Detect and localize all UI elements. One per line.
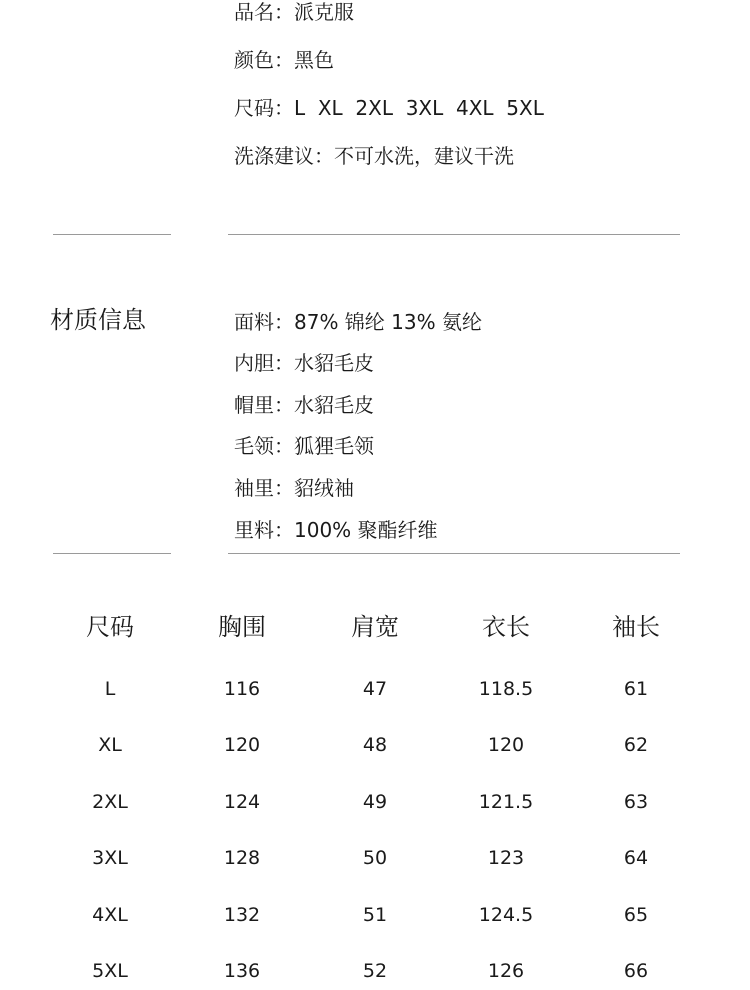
table-cell: 136 [223, 960, 261, 982]
table-cell: 128 [223, 847, 261, 869]
material-item: 袖里：貂绒袖 [234, 476, 354, 500]
table-cell: 65 [623, 904, 649, 926]
table-cell: 47 [362, 678, 388, 700]
table-cell: 2XL [92, 791, 128, 813]
table-cell: XL [98, 734, 122, 756]
material-section-title: 材质信息 [50, 306, 146, 334]
table-cell: 120 [223, 734, 261, 756]
info-line-sizes: 尺码：L XL 2XL 3XL 4XL 5XL [234, 96, 544, 120]
divider-right-top [228, 234, 680, 235]
table-cell: 4XL [92, 904, 128, 926]
info-line-color: 颜色：黑色 [234, 48, 334, 72]
table-cell: 63 [623, 791, 649, 813]
material-item: 面料：87% 锦纶 13% 氨纶 [234, 310, 482, 334]
table-cell: 123 [487, 847, 525, 869]
divider-left-bottom [53, 553, 171, 554]
table-cell: 126 [487, 960, 525, 982]
material-item: 里料：100% 聚酯纤维 [234, 518, 438, 542]
info-line-name: 品名：派克服 [234, 0, 354, 24]
table-cell: 62 [623, 734, 649, 756]
material-item: 帽里：水貂毛皮 [234, 393, 374, 417]
table-cell: 66 [623, 960, 649, 982]
table-cell: 3XL [92, 847, 128, 869]
table-cell: 49 [362, 791, 388, 813]
table-cell: 50 [362, 847, 388, 869]
material-item: 毛领：狐狸毛领 [234, 434, 374, 458]
table-cell: 118.5 [478, 678, 534, 700]
table-header: 袖长 [612, 613, 660, 641]
divider-left-top [53, 234, 171, 235]
table-cell: 124 [223, 791, 261, 813]
material-item: 内胆：水貂毛皮 [234, 351, 374, 375]
table-cell: 61 [623, 678, 649, 700]
table-cell: 121.5 [478, 791, 534, 813]
table-cell: 120 [487, 734, 525, 756]
table-header: 胸围 [218, 613, 266, 641]
info-line-washing: 洗涤建议：不可水洗，建议干洗 [234, 144, 514, 168]
table-cell: 5XL [92, 960, 128, 982]
table-cell: L [104, 678, 116, 700]
divider-right-bottom [228, 553, 680, 554]
table-cell: 51 [362, 904, 388, 926]
table-header: 衣长 [482, 613, 530, 641]
table-header: 尺码 [86, 613, 134, 641]
table-header: 肩宽 [351, 613, 399, 641]
table-cell: 124.5 [478, 904, 534, 926]
table-cell: 64 [623, 847, 649, 869]
table-cell: 48 [362, 734, 388, 756]
table-cell: 116 [223, 678, 261, 700]
table-cell: 52 [362, 960, 388, 982]
table-cell: 132 [223, 904, 261, 926]
